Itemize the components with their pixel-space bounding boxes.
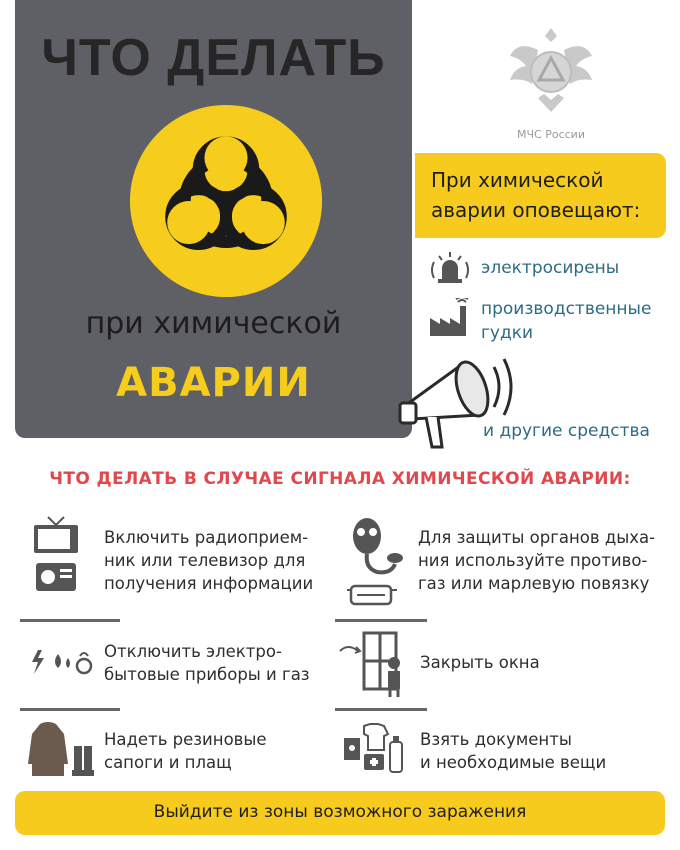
hero-subtitle: при химической — [85, 306, 342, 341]
notify-item-factory-horns: производственные гудки — [481, 299, 652, 343]
bottom-banner-text: Выйдите из зоны возможного заражения — [153, 802, 527, 822]
hero-panel — [15, 0, 412, 438]
notify-line-2: аварии оповещают: — [431, 198, 641, 222]
action-boots-raincoat: Надеть резиновые сапоги и плащ — [104, 730, 267, 772]
biohazard-icon — [128, 103, 324, 299]
action-turn-off-appliances: Отключить электро- бытовые приборы и газ — [104, 642, 310, 684]
hero-title: ЧТО ДЕЛАТЬ — [41, 29, 386, 87]
action-take-documents: Взять документы и необходимые вещи — [420, 730, 607, 772]
siren-icon — [428, 250, 472, 284]
emergency-emblem-icon — [508, 20, 594, 120]
bottom-banner — [15, 791, 665, 835]
window-icon — [338, 629, 408, 699]
separator — [20, 619, 120, 622]
action-gas-mask: Для защиты органов дыха- ния используйте противо- газ или марлевую повязку — [418, 528, 656, 593]
emblem-caption: МЧС России — [517, 128, 585, 141]
separator — [20, 708, 120, 711]
gas-mask-icon — [345, 514, 405, 608]
separator — [335, 708, 427, 711]
power-off-icon — [28, 648, 94, 676]
documents-icon — [342, 722, 406, 776]
notify-item-sirens: электросирены — [481, 258, 620, 278]
notify-item-other-means: и другие средства — [483, 421, 650, 441]
tv-radio-icon — [32, 515, 80, 595]
action-radio-tv: Включить радиоприем- ник или телевизор для получения информации — [104, 528, 314, 593]
notify-line-1: При химической — [431, 168, 604, 192]
action-close-windows: Закрыть окна — [420, 653, 540, 672]
hero-main: АВАРИИ — [116, 360, 311, 406]
separator — [335, 619, 427, 622]
section-heading: ЧТО ДЕЛАТЬ В СЛУЧАЕ СИГНАЛА ХИМИЧЕСКОЙ АВАРИИ: — [49, 469, 631, 489]
factory-icon — [428, 298, 472, 338]
raincoat-boots-icon — [26, 720, 96, 778]
notify-box — [415, 153, 666, 238]
